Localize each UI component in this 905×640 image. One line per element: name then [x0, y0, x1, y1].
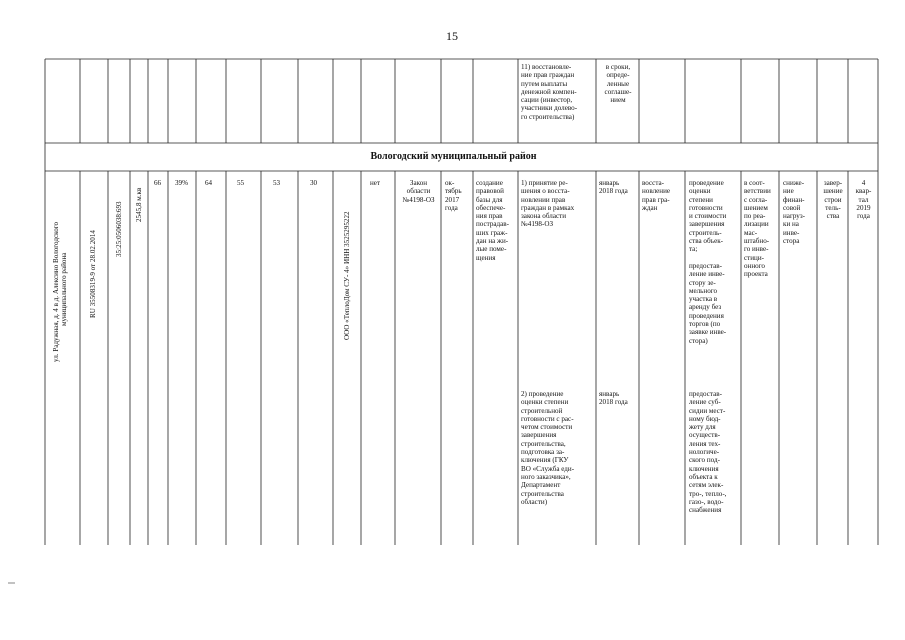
- burden-cell: [783, 179, 805, 245]
- line: дан на жи-: [476, 237, 509, 246]
- line: ного заказчика»,: [521, 472, 571, 481]
- line: строительства,: [521, 439, 566, 448]
- agreement-cell: [744, 179, 771, 279]
- date-cell: [445, 179, 462, 212]
- line: газо-, водо-: [689, 497, 724, 506]
- line: проведения: [689, 311, 724, 320]
- line: январь: [599, 179, 620, 187]
- line: прав гра-: [642, 195, 670, 204]
- value-cell: 55: [237, 179, 245, 187]
- line: лые поме-: [476, 245, 507, 254]
- line: снабжения: [689, 506, 722, 515]
- readiness-cell: 39%: [175, 179, 189, 187]
- line: объекта к: [689, 472, 718, 481]
- line: тал: [858, 195, 869, 204]
- line: по реа-: [744, 212, 766, 221]
- result-cell: [642, 179, 670, 212]
- line: ному бюд-: [689, 414, 721, 423]
- measure-1-cell: [521, 179, 574, 229]
- completion-cell: [818, 179, 848, 220]
- line: в соот-: [744, 179, 765, 187]
- line: новлении прав: [521, 195, 566, 204]
- line: участка в: [689, 295, 718, 304]
- line: шение: [823, 187, 843, 196]
- line: торгов (по: [689, 320, 721, 329]
- address-cell: [52, 222, 68, 362]
- line: №4198-ОЗ: [521, 220, 553, 229]
- line: участники долево-: [521, 104, 578, 113]
- line: ветствии: [744, 187, 771, 196]
- line: путем выплаты: [521, 79, 568, 88]
- line: го инве-: [744, 245, 769, 254]
- line: с согла-: [744, 195, 768, 204]
- line: ния прав: [476, 212, 503, 221]
- value-cell: 66: [154, 179, 162, 187]
- line: пострадав-: [476, 220, 510, 229]
- page-number: 15: [446, 29, 458, 43]
- line: строительства: [521, 489, 564, 498]
- line: мельного: [689, 286, 718, 295]
- line: правовой: [476, 187, 504, 196]
- line: ок-: [445, 179, 455, 187]
- line: готовности с рас-: [521, 414, 574, 423]
- line: та;: [689, 245, 698, 254]
- line: строительной: [521, 406, 563, 415]
- line: года: [445, 203, 458, 212]
- line: заявке инве-: [689, 328, 727, 337]
- line: мас-: [744, 228, 758, 237]
- section-header: Вологодский муниципальный район: [370, 151, 537, 162]
- measure-2-cell: [521, 390, 574, 506]
- line: инве-: [783, 228, 800, 237]
- line: степени: [689, 195, 713, 204]
- term-by-agreement: [597, 63, 639, 104]
- line: го строительства): [521, 112, 575, 121]
- line: ского под-: [689, 456, 720, 465]
- line: №4198-ОЗ: [402, 195, 435, 204]
- law-cell: [396, 179, 441, 204]
- line: восста-: [642, 179, 665, 187]
- deadline-cell: [849, 179, 878, 220]
- line: проведение: [689, 179, 724, 187]
- line: базы для: [476, 195, 503, 204]
- value-cell: 64: [205, 179, 213, 187]
- line: жету для: [689, 423, 716, 432]
- line: сетям элек-: [689, 481, 724, 490]
- line: штабно-: [744, 237, 770, 246]
- line: ул. Радужная, д. 4 в д. Алексино Вологодского: [52, 221, 60, 362]
- line: 4: [861, 179, 866, 187]
- line: опреде-: [606, 71, 630, 80]
- line: осуществ-: [689, 431, 721, 440]
- action-1-cell: [689, 179, 726, 345]
- line: 2017: [445, 195, 460, 204]
- line: щения: [476, 253, 496, 262]
- term-2-cell: [599, 390, 628, 407]
- line: соглаше-: [604, 87, 632, 96]
- line: сидии мест-: [689, 406, 726, 415]
- line: ние: [783, 187, 794, 196]
- cadastre-cell: 35:25:0506038:693: [115, 201, 123, 257]
- line: ших граж-: [476, 228, 508, 237]
- line: и стоимости: [689, 212, 727, 221]
- line: нологиче-: [689, 448, 720, 457]
- line: закона области: [521, 212, 567, 221]
- line: тро-, тепло-,: [689, 489, 727, 498]
- line: стора): [689, 336, 708, 345]
- restoration-measure-11: [521, 63, 577, 121]
- line: оценки: [689, 187, 711, 196]
- no-cell: нет: [370, 179, 381, 187]
- line: сации (инвестор,: [521, 96, 573, 105]
- line: сниже-: [783, 179, 805, 187]
- line: [689, 254, 726, 262]
- line: ления тех-: [689, 439, 721, 448]
- goal-cell: [476, 179, 509, 262]
- line: проекта: [744, 270, 768, 279]
- line: 1) принятие ре-: [521, 179, 568, 187]
- line: ние прав граждан: [521, 71, 575, 80]
- action-2-cell: [689, 390, 726, 514]
- line: ВО «Служба еди-: [521, 464, 575, 473]
- line: тель-: [825, 203, 841, 212]
- line: ключения (ГКУ: [521, 456, 569, 465]
- line: Закон: [409, 179, 428, 187]
- line: года: [857, 212, 870, 221]
- line: новление: [642, 187, 671, 196]
- line: граждан в рамках: [521, 203, 575, 212]
- line: завершения: [521, 431, 557, 440]
- line: стора: [783, 237, 800, 246]
- line: нагруз-: [783, 212, 806, 221]
- line: в сроки,: [605, 63, 631, 71]
- line: муниципального района: [60, 252, 68, 326]
- line: ленные: [606, 79, 630, 88]
- line: строитель-: [689, 228, 722, 237]
- line: январь: [599, 390, 620, 398]
- line: шения о восста-: [521, 187, 570, 196]
- line: шением: [744, 203, 768, 212]
- value-cell: 30: [310, 179, 318, 187]
- line: нием: [610, 96, 626, 105]
- line: области: [406, 187, 431, 196]
- line: оценки степени: [521, 398, 569, 407]
- line: создание: [476, 179, 503, 187]
- line: тябрь: [445, 187, 462, 196]
- line: квар-: [855, 187, 872, 196]
- line: 2018 года: [599, 187, 628, 196]
- line: стици-: [744, 253, 764, 262]
- line: 2018 года: [599, 398, 628, 407]
- line: аренду без: [689, 303, 722, 312]
- line: ление инве-: [689, 270, 725, 279]
- line: ление суб-: [689, 398, 721, 407]
- line: денежной компен-: [521, 87, 577, 96]
- term-1-cell: [599, 179, 628, 196]
- line: ключения: [689, 464, 719, 473]
- line: строи: [824, 195, 842, 204]
- line: 2) проведение: [521, 390, 564, 398]
- line: стору зе-: [689, 278, 716, 287]
- line: совой: [783, 203, 801, 212]
- line: четом стоимости: [521, 423, 573, 432]
- value-cell: 53: [273, 179, 281, 187]
- area-cell: 2545,8 м.кв: [135, 187, 143, 222]
- line: 2019: [856, 203, 871, 212]
- line: области): [521, 497, 548, 506]
- line: предостав-: [689, 261, 722, 270]
- line: ства объек-: [689, 237, 724, 246]
- line: онного: [744, 261, 765, 270]
- permit-cell: RU 35508319-9 от 28.02.2014: [89, 230, 97, 318]
- line: ждан: [642, 203, 658, 212]
- line: Департамент: [521, 481, 561, 490]
- line: ства: [826, 212, 840, 221]
- line: 11) восстановле-: [521, 63, 572, 71]
- line: лизации: [744, 220, 769, 229]
- line: готовности: [689, 203, 723, 212]
- line: подготовка за-: [521, 448, 565, 457]
- line: финан-: [783, 195, 805, 204]
- line: завер-: [823, 179, 843, 187]
- line: ки на: [783, 220, 799, 229]
- line: предостав-: [689, 390, 722, 398]
- developer-cell: ООО «ТеплоДом СУ- 4» ИНН 3525295222: [343, 211, 351, 340]
- line: завершения: [689, 220, 725, 229]
- line: обеспече-: [476, 203, 506, 212]
